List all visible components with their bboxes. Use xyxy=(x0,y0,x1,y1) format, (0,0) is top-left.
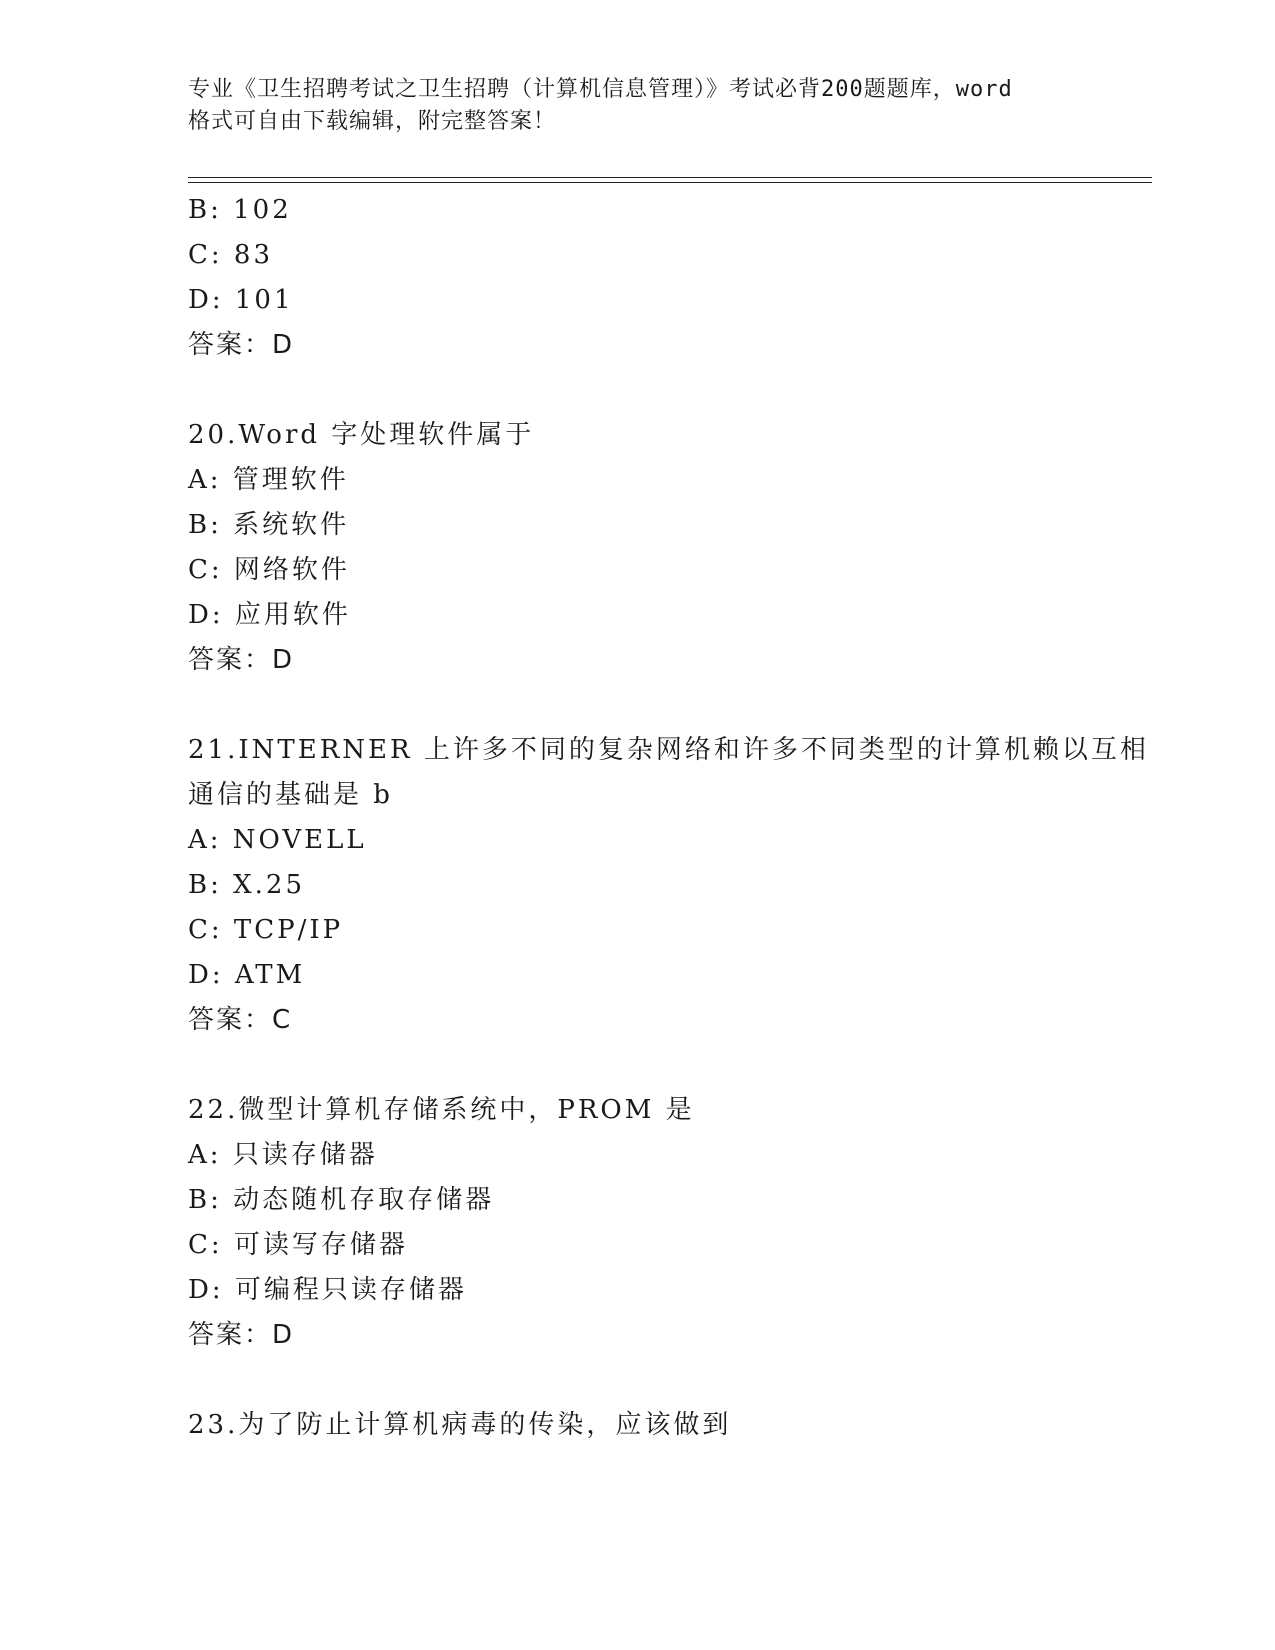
q19-option-c: C: 83 xyxy=(188,240,274,270)
q20-answer: 答案：D xyxy=(188,645,295,675)
q19-option-b: B: 102 xyxy=(188,195,292,225)
q20-option-d: D: 应用软件 xyxy=(188,600,351,630)
q21-question-line-1: 21.INTERNER 上许多不同的复杂网络和许多不同类型的计算机赖以互相 xyxy=(188,735,1149,765)
header-line-2: 格式可自由下载编辑，附完整答案！ xyxy=(188,109,557,134)
document-header xyxy=(188,74,1088,138)
q21-option-d: D: ATM xyxy=(188,960,306,990)
q20-option-c: C: 网络软件 xyxy=(188,555,350,585)
q22-option-a: A: 只读存储器 xyxy=(188,1140,378,1170)
q22-answer: 答案：D xyxy=(188,1320,295,1350)
q22-option-b: B: 动态随机存取存储器 xyxy=(188,1185,495,1215)
q23-question: 23.为了防止计算机病毒的传染，应该做到 xyxy=(188,1410,732,1440)
q21-answer: 答案：C xyxy=(188,1005,293,1035)
header-divider-bottom xyxy=(188,182,1152,183)
header-line-1: 专业《卫生招聘考试之卫生招聘（计算机信息管理）》考试必背200题题库，word xyxy=(188,77,1013,102)
q22-option-c: C: 可读写存储器 xyxy=(188,1230,408,1260)
header-divider-top xyxy=(188,177,1152,178)
q22-option-d: D: 可编程只读存储器 xyxy=(188,1275,467,1305)
q19-answer: 答案：D xyxy=(188,330,295,360)
q21-question-line-2: 通信的基础是 b xyxy=(188,780,393,810)
q21-option-b: B: X.25 xyxy=(188,870,305,900)
q21-option-c: C: TCP/IP xyxy=(188,915,344,945)
q20-option-a: A: 管理软件 xyxy=(188,465,349,495)
q19-option-d: D: 101 xyxy=(188,285,294,315)
q20-option-b: B: 系统软件 xyxy=(188,510,350,540)
q21-option-a: A: NOVELL xyxy=(188,825,367,855)
q22-question: 22.微型计算机存储系统中，PROM 是 xyxy=(188,1095,695,1125)
q20-question: 20.Word 字处理软件属于 xyxy=(188,420,535,450)
